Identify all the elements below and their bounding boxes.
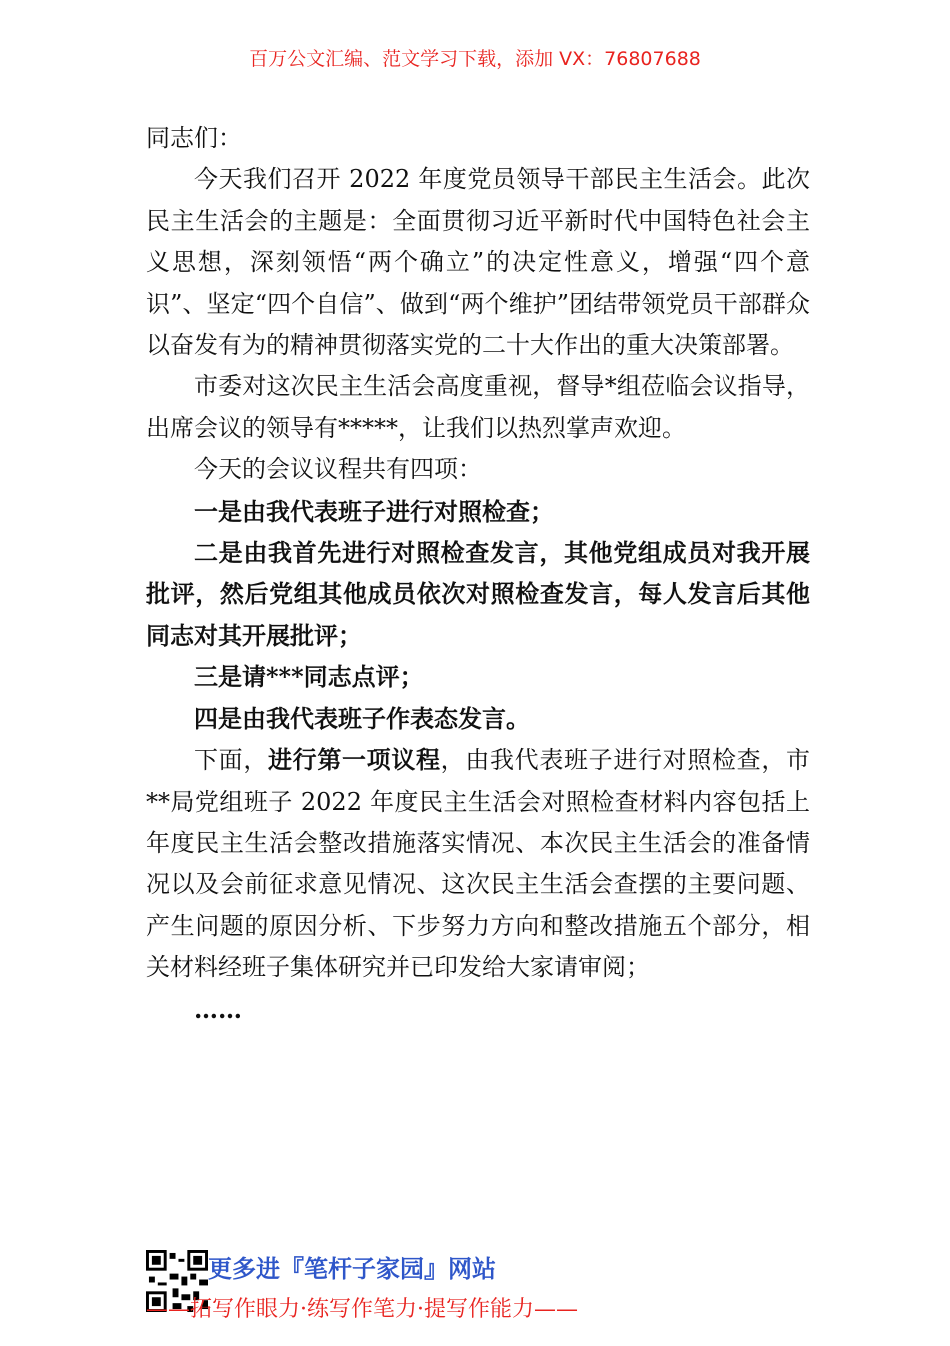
first-item-bold: 进行第一项议程 bbox=[268, 745, 441, 775]
salutation: 同志们： bbox=[146, 124, 242, 152]
watermark-header: 百万公文汇编、范文学习下载，添加 VX：76807688 bbox=[249, 48, 701, 70]
agenda-item-2: 二是由我首先进行对照检查发言，其他党组成员对我开展批评，然后党组其他成员依次对照检查发言，每人发言后其他同志对其开展批评； bbox=[146, 538, 810, 650]
paragraph-first-item bbox=[146, 739, 810, 988]
paragraph-guests: 市委对这次民主生活会高度重视，督导*组莅临会议指导，出席会议的领导有*****，让我们以热烈掌声欢迎。 bbox=[146, 372, 810, 442]
agenda-item-4: 四是由我代表班子作表态发言。 bbox=[194, 703, 530, 733]
agenda-item-1: 一是由我代表班子进行对照检查； bbox=[194, 496, 554, 526]
first-item-rest: ，由我代表班子进行对照检查，市**局党组班子 2022 年度民主生活会对照检查材料内容包括上年度民主生活会整改措施落实情况、本次民主生活会的准备情况以及会前征求意见情况、这次民主生活会查摆的主要问题、产生问题的原因分析、下步努力方向和整改措施五个部分，相关材料经班子集体研究并已印发给大家请审阅； bbox=[146, 746, 811, 982]
paragraph-agenda-intro: 今天的会议议程共有四项： bbox=[194, 455, 482, 484]
footer-site-line: 更多进『笔杆子家园』网站 bbox=[208, 1255, 496, 1283]
paragraph-intro: 今天我们召开 2022 年度党员领导干部民主生活会。此次民主生活会的主题是：全面贯彻习近平新时代中国特色社会主义思想，深刻领悟“两个确立”的决定性意义，增强“四个意识”、坚定“四个自信”、做到“两个维护”团结带领党员干部群众以奋发有为的精神贯彻落实党的二十大作出的重大决策部署。 bbox=[146, 165, 810, 360]
agenda-item-3: 三是请***同志点评； bbox=[194, 662, 424, 692]
document-body bbox=[146, 118, 810, 1030]
ellipsis: …… bbox=[194, 994, 242, 1024]
first-item-prefix: 下面， bbox=[194, 746, 268, 775]
footer-slogan: ——拓写作眼力·练写作笔力·提写作能力—— bbox=[146, 1297, 578, 1322]
